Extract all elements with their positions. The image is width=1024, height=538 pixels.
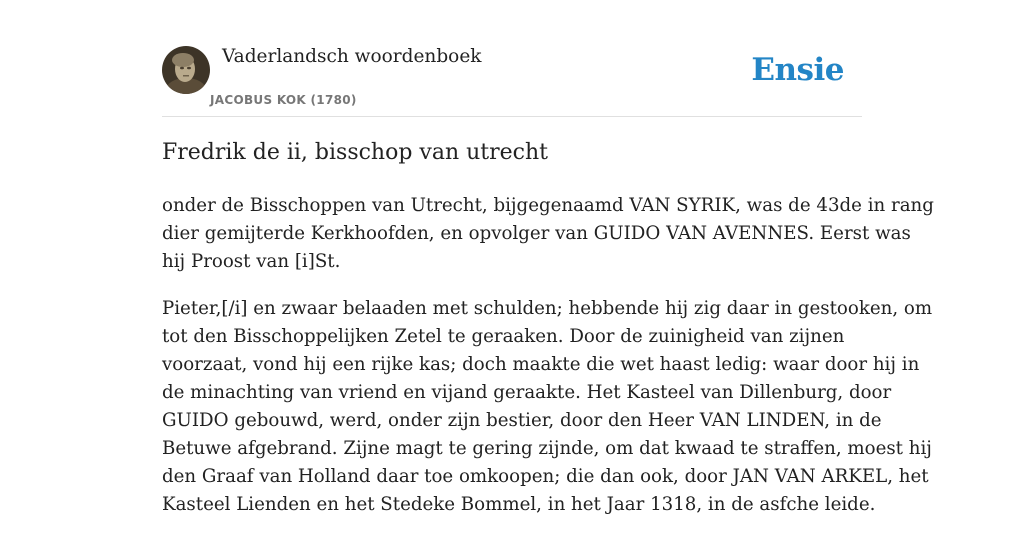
paragraph-line: Kasteel Lienden en het Stedeke Bommel, in het Jaar 1318, in de asfche leide. xyxy=(162,494,876,515)
paragraph-line: GUIDO gebouwd, werd, onder zijn bestier, door den Heer VAN LINDEN, in de xyxy=(162,410,882,431)
ensie-logo[interactable]: Ensie xyxy=(751,52,844,88)
entry-body xyxy=(162,192,934,538)
entry-paragraph xyxy=(162,192,934,276)
paragraph-line: hij Proost van [i]St. xyxy=(162,251,341,272)
entry-headword: Fredrik de ii, bisschop van utrecht xyxy=(162,140,549,165)
book-header xyxy=(162,46,862,117)
paragraph-line: voorzaat, vond hij een rijke kas; doch maakte die wet haast ledig: waar door hij in xyxy=(162,354,920,375)
author-portrait-icon xyxy=(162,46,210,94)
paragraph-line: dier gemijterde Kerkhoofden, en opvolger van GUIDO VAN AVENNES. Eerst was xyxy=(162,223,911,244)
paragraph-line: Pieter,[/i] en zwaar belaaden met schulden; hebbende hij zig daar in gestooken, om xyxy=(162,298,933,319)
paragraph-line: onder de Bisschoppen van Utrecht, bijgegenaamd VAN SYRIK, was de 43de in rang xyxy=(162,195,934,216)
author-name[interactable]: JACOBUS KOK (1780) xyxy=(210,93,357,107)
book-title-link[interactable]: Vaderlandsch woordenboek xyxy=(222,46,482,67)
entry-paragraph xyxy=(162,295,933,519)
paragraph-line: Betuwe afgebrand. Zijne magt te gering zijnde, om dat kwaad te straffen, moest hij xyxy=(162,438,932,459)
paragraph-line: tot den Bisschoppelijken Zetel te geraaken. Door de zuinigheid van zijnen xyxy=(162,326,845,347)
paragraph-line: de minachting van vriend en vijand geraakte. Het Kasteel van Dillenburg, door xyxy=(162,382,892,403)
author-avatar[interactable] xyxy=(162,46,210,94)
paragraph-line: den Graaf van Holland daar toe omkoopen; die dan ook, door JAN VAN ARKEL, het xyxy=(162,466,929,487)
